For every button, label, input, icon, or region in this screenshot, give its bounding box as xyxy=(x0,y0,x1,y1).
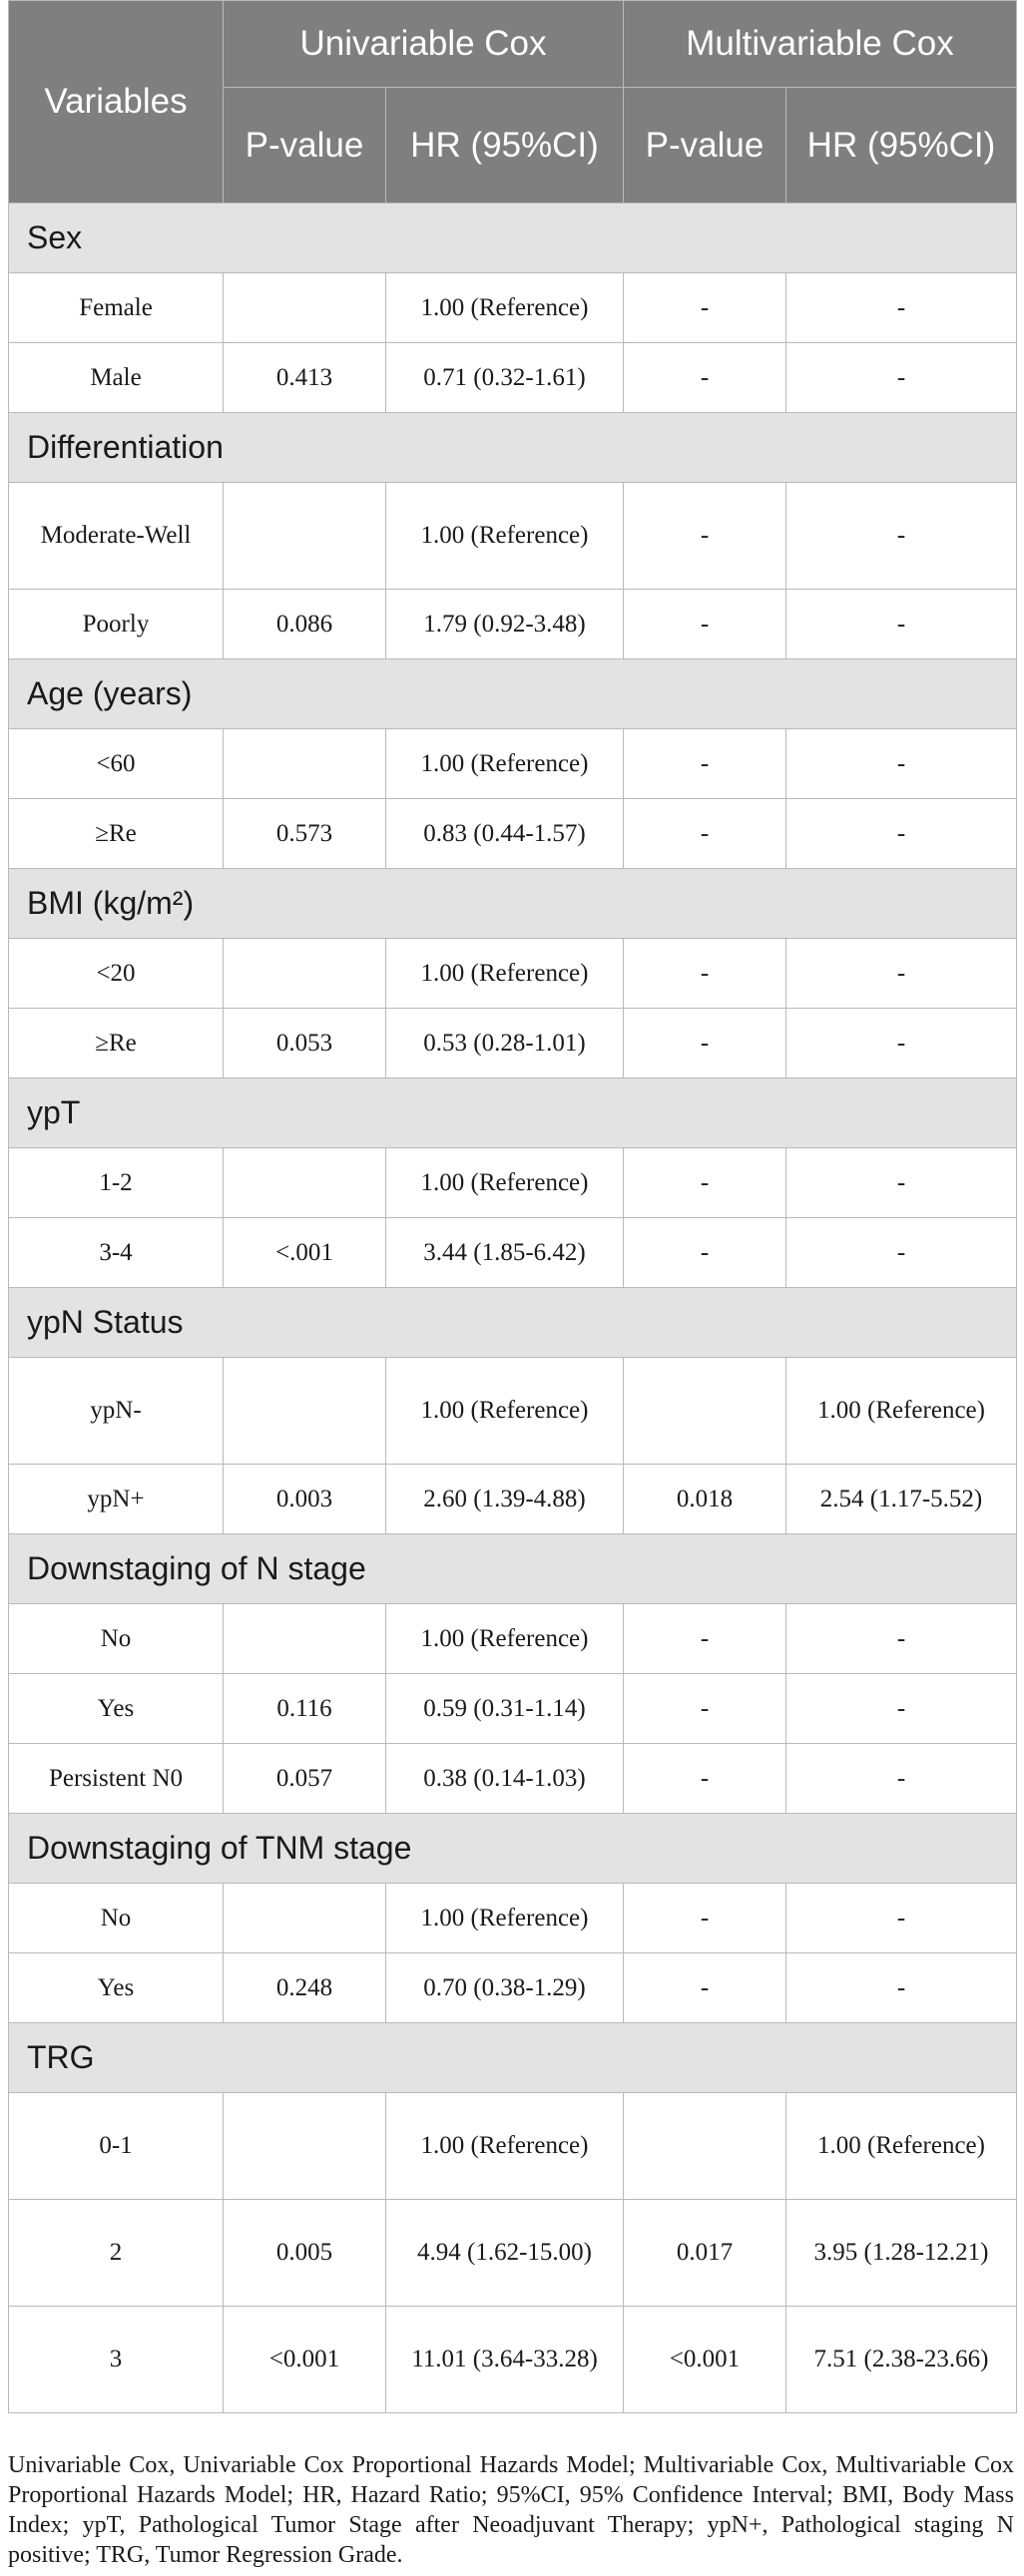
multivariable-p-value: - xyxy=(624,1744,786,1814)
variable-label: Moderate-Well xyxy=(9,483,224,590)
univariable-hr: 1.00 (Reference) xyxy=(386,483,624,590)
variable-label: ypN- xyxy=(9,1358,224,1465)
univariable-p-value xyxy=(224,273,386,343)
variable-label: No xyxy=(9,1884,224,1953)
section-title: TRG xyxy=(9,2023,1017,2093)
multivariable-p-value: 0.017 xyxy=(624,2200,786,2307)
variable-label: 0-1 xyxy=(9,2093,224,2200)
table-row xyxy=(9,1358,1017,1465)
section-title: Downstaging of N stage xyxy=(9,1534,1017,1604)
multivariable-hr: 1.00 (Reference) xyxy=(786,1358,1017,1465)
table-row xyxy=(9,483,1017,590)
univariable-p-value xyxy=(224,2093,386,2200)
univariable-cox-header: Univariable Cox xyxy=(224,1,624,88)
multivariable-p-value: - xyxy=(624,273,786,343)
multivariable-p-value: - xyxy=(624,799,786,869)
section-row xyxy=(9,1288,1017,1358)
univariable-hr: 1.00 (Reference) xyxy=(386,1358,624,1465)
table-row xyxy=(9,1148,1017,1218)
multivariable-hr: - xyxy=(786,343,1017,413)
section-row xyxy=(9,413,1017,483)
variable-label: Poorly xyxy=(9,590,224,659)
cox-regression-table xyxy=(8,0,1017,2413)
section-title: Differentiation xyxy=(9,413,1017,483)
univariable-p-value: 0.003 xyxy=(224,1465,386,1534)
table-row xyxy=(9,1604,1017,1674)
variables-header: Variables xyxy=(9,1,224,204)
univariable-hr: 0.38 (0.14-1.03) xyxy=(386,1744,624,1814)
univariable-p-value: 0.248 xyxy=(224,1953,386,2023)
table-row xyxy=(9,2200,1017,2307)
table-row xyxy=(9,939,1017,1009)
section-title: BMI (kg/m²) xyxy=(9,869,1017,939)
multivariable-p-value: - xyxy=(624,1009,786,1078)
table-row xyxy=(9,1218,1017,1288)
multivariable-hr: - xyxy=(786,1604,1017,1674)
multivariable-p-value: - xyxy=(624,483,786,590)
section-title: ypN Status xyxy=(9,1288,1017,1358)
section-row xyxy=(9,1814,1017,1884)
table-footnote: Univariable Cox, Univariable Cox Proportional Hazards Model; Multivariable Cox, Multivariable Cox Proportional Hazards Model; HR, Hazard Ratio; 95%CI, 95% Confidence Interval; BMI, Body Mass Index; ypT, Pathological Tumor Stage after Neoadjuvant Therapy; ypN+, Pathological staging N positive; TRG, Tumor Regression Grade. xyxy=(8,2452,1014,2568)
table-row xyxy=(9,799,1017,869)
univariable-hr: 0.70 (0.38-1.29) xyxy=(386,1953,624,2023)
variable-label: 1-2 xyxy=(9,1148,224,1218)
univariable-p-value xyxy=(224,1358,386,1465)
multivariable-cox-header: Multivariable Cox xyxy=(624,1,1017,88)
multivariable-hr-header: HR (95%CI) xyxy=(786,88,1017,204)
table-row xyxy=(9,273,1017,343)
multivariable-hr: - xyxy=(786,1009,1017,1078)
univariable-hr: 0.53 (0.28-1.01) xyxy=(386,1009,624,1078)
univariable-p-value: 0.413 xyxy=(224,343,386,413)
variable-label: Female xyxy=(9,273,224,343)
univariable-hr: 1.00 (Reference) xyxy=(386,939,624,1009)
univariable-hr: 1.00 (Reference) xyxy=(386,273,624,343)
multivariable-p-value: - xyxy=(624,590,786,659)
multivariable-p-value: - xyxy=(624,1674,786,1744)
variable-label: ypN+ xyxy=(9,1465,224,1534)
univariable-hr-header: HR (95%CI) xyxy=(386,88,624,204)
univariable-hr: 3.44 (1.85-6.42) xyxy=(386,1218,624,1288)
univariable-p-value: 0.086 xyxy=(224,590,386,659)
multivariable-hr: - xyxy=(786,483,1017,590)
table-row xyxy=(9,2307,1017,2413)
section-title: Downstaging of TNM stage xyxy=(9,1814,1017,1884)
univariable-hr: 11.01 (3.64-33.28) xyxy=(386,2307,624,2413)
univariable-hr: 1.00 (Reference) xyxy=(386,729,624,799)
header-row-group xyxy=(9,1,1017,88)
table-row xyxy=(9,1009,1017,1078)
section-title: ypT xyxy=(9,1078,1017,1148)
multivariable-p-value: - xyxy=(624,1218,786,1288)
multivariable-hr: - xyxy=(786,1884,1017,1953)
univariable-hr: 0.83 (0.44-1.57) xyxy=(386,799,624,869)
univariable-p-value xyxy=(224,729,386,799)
multivariable-hr: - xyxy=(786,273,1017,343)
section-row xyxy=(9,659,1017,729)
multivariable-hr: 1.00 (Reference) xyxy=(786,2093,1017,2200)
multivariable-hr: - xyxy=(786,1744,1017,1814)
univariable-p-value: 0.116 xyxy=(224,1674,386,1744)
multivariable-p-value: - xyxy=(624,1884,786,1953)
univariable-p-value: 0.057 xyxy=(224,1744,386,1814)
variable-label: 2 xyxy=(9,2200,224,2307)
variable-label: Yes xyxy=(9,1674,224,1744)
multivariable-p-value-header: P-value xyxy=(624,88,786,204)
univariable-p-value xyxy=(224,1148,386,1218)
variable-label: <60 xyxy=(9,729,224,799)
variable-label: 3-4 xyxy=(9,1218,224,1288)
section-title: Sex xyxy=(9,204,1017,273)
multivariable-hr: - xyxy=(786,1674,1017,1744)
variable-label: ≥Re xyxy=(9,799,224,869)
section-row xyxy=(9,1534,1017,1604)
univariable-hr: 1.00 (Reference) xyxy=(386,2093,624,2200)
multivariable-p-value: - xyxy=(624,343,786,413)
univariable-p-value xyxy=(224,1604,386,1674)
variable-label: No xyxy=(9,1604,224,1674)
univariable-hr: 2.60 (1.39-4.88) xyxy=(386,1465,624,1534)
variable-label: Male xyxy=(9,343,224,413)
univariable-hr: 1.00 (Reference) xyxy=(386,1148,624,1218)
multivariable-hr: - xyxy=(786,1148,1017,1218)
multivariable-hr: 2.54 (1.17-5.52) xyxy=(786,1465,1017,1534)
univariable-hr: 0.59 (0.31-1.14) xyxy=(386,1674,624,1744)
multivariable-p-value xyxy=(624,2093,786,2200)
multivariable-p-value: - xyxy=(624,1604,786,1674)
multivariable-p-value: <0.001 xyxy=(624,2307,786,2413)
variable-label: ≥Re xyxy=(9,1009,224,1078)
univariable-p-value-header: P-value xyxy=(224,88,386,204)
section-row xyxy=(9,204,1017,273)
univariable-p-value: 0.005 xyxy=(224,2200,386,2307)
multivariable-hr: 7.51 (2.38-23.66) xyxy=(786,2307,1017,2413)
multivariable-hr: - xyxy=(786,799,1017,869)
table-row xyxy=(9,343,1017,413)
univariable-hr: 1.00 (Reference) xyxy=(386,1604,624,1674)
univariable-p-value xyxy=(224,483,386,590)
univariable-hr: 1.79 (0.92-3.48) xyxy=(386,590,624,659)
variable-label: Persistent N0 xyxy=(9,1744,224,1814)
multivariable-p-value: 0.018 xyxy=(624,1465,786,1534)
table-body xyxy=(9,204,1017,2413)
univariable-hr: 1.00 (Reference) xyxy=(386,1884,624,1953)
section-row xyxy=(9,869,1017,939)
univariable-hr: 4.94 (1.62-15.00) xyxy=(386,2200,624,2307)
multivariable-hr: - xyxy=(786,1218,1017,1288)
table-row xyxy=(9,590,1017,659)
section-title: Age (years) xyxy=(9,659,1017,729)
multivariable-hr: - xyxy=(786,939,1017,1009)
multivariable-hr: 3.95 (1.28-12.21) xyxy=(786,2200,1017,2307)
univariable-p-value xyxy=(224,1884,386,1953)
multivariable-p-value: - xyxy=(624,1953,786,2023)
multivariable-p-value xyxy=(624,1358,786,1465)
table-row xyxy=(9,729,1017,799)
univariable-p-value: <.001 xyxy=(224,1218,386,1288)
univariable-p-value: 0.053 xyxy=(224,1009,386,1078)
variable-label: Yes xyxy=(9,1953,224,2023)
multivariable-p-value: - xyxy=(624,939,786,1009)
univariable-p-value xyxy=(224,939,386,1009)
multivariable-hr: - xyxy=(786,1953,1017,2023)
univariable-p-value: <0.001 xyxy=(224,2307,386,2413)
multivariable-p-value: - xyxy=(624,1148,786,1218)
table-row xyxy=(9,1953,1017,2023)
table-row xyxy=(9,2093,1017,2200)
variable-label: <20 xyxy=(9,939,224,1009)
multivariable-p-value: - xyxy=(624,729,786,799)
multivariable-hr: - xyxy=(786,729,1017,799)
section-row xyxy=(9,2023,1017,2093)
table-row xyxy=(9,1744,1017,1814)
table-row xyxy=(9,1674,1017,1744)
table-row xyxy=(9,1884,1017,1953)
univariable-p-value: 0.573 xyxy=(224,799,386,869)
multivariable-hr: - xyxy=(786,590,1017,659)
section-row xyxy=(9,1078,1017,1148)
univariable-hr: 0.71 (0.32-1.61) xyxy=(386,343,624,413)
table-row xyxy=(9,1465,1017,1534)
variable-label: 3 xyxy=(9,2307,224,2413)
